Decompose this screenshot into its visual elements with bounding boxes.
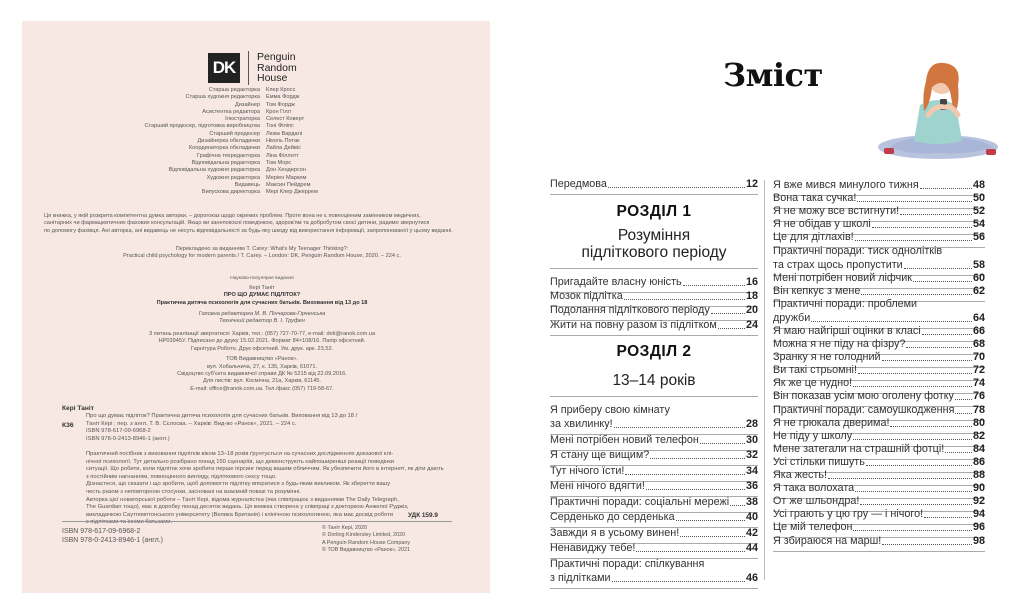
toc-entry[interactable] — [773, 272, 985, 285]
toc-entry-title: Він показав усім мою оголену фотку — [773, 390, 954, 403]
toc-leader — [855, 240, 972, 241]
catalog-line: честь разом з неповторною стосунки, засновані на взаємній повазі та розумінні. — [86, 488, 302, 495]
toc-leader — [636, 551, 745, 552]
toc-entry-title: Я стану ще вищим? — [550, 449, 650, 461]
toc-leader — [882, 360, 972, 361]
credit-name: Том Морс — [266, 159, 292, 166]
isbn-block: ISBN 978-617-09-6968-2 ISBN 978-0-2413-8946-1 (англ.) — [62, 528, 164, 545]
toc-entry-title: Яка жесть! — [773, 469, 827, 481]
toc-entry[interactable] — [550, 276, 758, 289]
toc-page-number: 96 — [972, 521, 985, 534]
toc-leader — [904, 268, 972, 269]
toc-entry-title: Усі грають у цю гру — і нічого! — [773, 508, 924, 521]
catalog-rule — [62, 521, 452, 522]
catalog-line: нічної психології. Тут детально розібрано понад 150 сценаріїв, що демонструють найпоширеніші реакції поведінки — [86, 458, 394, 465]
credit-name: Максин Пейдрем — [266, 181, 311, 188]
toc-leader — [922, 334, 972, 335]
toc-page-number: 82 — [972, 429, 985, 442]
toc-leader — [955, 413, 972, 414]
toc-entry[interactable] — [773, 205, 985, 218]
toc-leader — [853, 386, 972, 387]
toc-leader — [730, 505, 745, 506]
separator — [773, 551, 985, 552]
toc-page-number: 94 — [972, 508, 985, 521]
toc-entry-title: Жити на повну разом із підлітком — [550, 318, 717, 331]
toc-page-number: 92 — [972, 495, 985, 508]
toc-page-number: 16 — [745, 276, 758, 288]
catalog-line: Таніт Кері ; пер. з англ. Т. В. Сєлосва. – Харків: Вид-во «Ранок», 2021. – 224 с. — [86, 420, 297, 427]
toc-entry[interactable] — [550, 319, 758, 332]
toc-entry-title: Це мій телефон — [773, 521, 853, 534]
logo-divider — [248, 51, 249, 85]
toc-leader — [882, 544, 972, 545]
credit-row — [82, 182, 432, 189]
section-2-label: РОЗДІЛ 2 — [616, 343, 692, 360]
credit-row — [82, 87, 432, 94]
book-header: Кері Таніт ПРО ЩО ДУМАЄ ПІДЛІТОК? Практична дитяча психологія для сучасних батьків. Виховання від 13 до 18 — [156, 285, 368, 306]
credit-role: Старший продюсер, підготовка виробництва — [144, 123, 260, 130]
toc-page-number: 70 — [972, 351, 985, 364]
credit-role: Старший продюсер — [209, 130, 260, 137]
credit-row — [82, 153, 432, 160]
toc-entry-line[interactable]: Я приберу свою кімнату — [550, 404, 670, 416]
toc-entry[interactable] — [773, 179, 985, 192]
credit-role: Художня редакторка — [206, 174, 260, 181]
toc-entry[interactable] — [773, 482, 985, 495]
toc-entry-title: Я не можу все встигнути! — [773, 205, 900, 218]
credit-role: Дизайнерка обкладинки — [197, 138, 260, 145]
toc-leader — [955, 399, 972, 400]
credit-row — [82, 123, 432, 130]
toc-leader — [906, 347, 972, 348]
toc-page-number: 58 — [972, 258, 985, 271]
toc-entry[interactable] — [773, 469, 985, 482]
section-1-title: Розуміння підліткового періоду — [581, 227, 727, 261]
toc-page-number: 98 — [972, 534, 985, 547]
toc-entry[interactable] — [773, 535, 985, 548]
catalog-line: Дізнаєтеся, що сказати і що зробити, щоб допомогти підлітку впоратися з будь-яким викликом. Як зберегти вашу — [86, 481, 391, 488]
toc-page-number: 24 — [745, 318, 758, 331]
toc-page-number: 60 — [972, 271, 985, 284]
catalog-line: з постійним нагнанням, повноцінного вигляду, підліткового сексу тощо. — [86, 473, 277, 480]
toc-leader — [650, 458, 745, 459]
toc-page-number: 88 — [972, 469, 985, 481]
credit-role: Видавець — [234, 181, 260, 188]
toc-entry[interactable] — [550, 572, 758, 585]
toc-entry[interactable] — [773, 285, 985, 298]
toc-entry-title: Мені потрібен новий телефон — [550, 433, 699, 446]
toc-page-number: 64 — [972, 311, 985, 324]
toc-page-number: 54 — [972, 218, 985, 231]
toc-entry-title: Подолання підліткового періоду — [550, 304, 710, 317]
credit-row — [82, 175, 432, 182]
toc-entry[interactable] — [550, 418, 758, 431]
credit-name: Тоні Філіпс — [266, 123, 294, 130]
toc-entry[interactable] — [773, 325, 985, 338]
toc-entry-title: Мозок підлітка — [550, 290, 623, 303]
disclaimer: Ця книжка, у якій розкрита компетентна думка авторки, – дорогоказ щодо окремих проблем. Проте вона не є повноцінним замінником медичних, санітарних чи фармацевтичних фахових консультацій. Якщо ви занепокоєні поведінкою, здоров'ям та добробутом своєї дитини, радимо звернутися по допомогу фахівця. Ані авторка, ані видавець не несуть відповідальності за будь-яку шкоду від використання інформації, запропонованої у цьому виданні. — [44, 213, 453, 234]
toc-entry-title: Як же це нудно! — [773, 377, 853, 390]
toc-entry[interactable] — [773, 218, 985, 231]
toc-page-number: 32 — [745, 449, 758, 461]
toc-entry[interactable] — [773, 456, 985, 469]
toc-entry-title: Не піду у школу — [773, 429, 853, 442]
toc-page-number: 20 — [745, 304, 758, 317]
toc-entry-title: Завжди я в усьому винен! — [550, 526, 680, 539]
credit-name: Мері Клер Джеррем — [266, 189, 318, 196]
toc-entry-title: Ви такі стрьомні! — [773, 364, 857, 377]
toc-page-number: 28 — [745, 418, 758, 430]
catalog-line: викладачкою Саутгемптонського університету (Велика Британія) і клінічною психологинею, яка має досвід роботи — [86, 511, 394, 518]
credit-name: Лайла Дейвіс — [266, 145, 301, 152]
toc-page-number: 90 — [972, 482, 985, 495]
toc-entry[interactable] — [773, 390, 985, 403]
toc-entry[interactable] — [550, 434, 758, 447]
toc-entry[interactable] — [550, 290, 758, 303]
toc-entry[interactable] — [773, 351, 985, 364]
credit-name: Дон Хендерсон — [266, 167, 307, 174]
toc-page-number: 86 — [972, 455, 985, 468]
credit-role: Ілюстраторка — [225, 116, 260, 123]
catalog-line: ISBN 978-0-2413-8946-1 (англ.) — [86, 435, 170, 442]
toc-page-number: 68 — [972, 338, 985, 350]
separator — [550, 194, 758, 195]
catalog-line: The Guardian тощо), має в доробку понад десяток видань. Ця книжка створена у співпраці з докторкою Анжелої Руджіз, — [86, 504, 409, 511]
credit-row — [82, 102, 432, 109]
toc-entry-title: Пригадайте власну юність — [550, 276, 682, 288]
toc-leader — [718, 328, 745, 329]
credit-name: Крон Гілл — [266, 108, 291, 115]
toc-entry-title: Можна я не піду на фізру? — [773, 338, 906, 350]
toc-entry-title: Мені потрібен новий ліфчик — [773, 271, 912, 284]
publisher-logo — [208, 51, 297, 85]
toc-entry[interactable] — [550, 527, 758, 540]
toc-entry-title: Практичні поради: самоушкодження — [773, 403, 955, 416]
toc-entry[interactable] — [773, 364, 985, 377]
imprint-page — [22, 21, 490, 593]
credit-role: Випускова директорка — [201, 189, 260, 196]
catalog-line: Про що думає підліток? Практична дитяча психологія для сучасних батьків. Виховання від 13 до 18 / — [86, 413, 358, 419]
toc-entry-title: Тут нічого їсти! — [550, 464, 625, 477]
toc-entry-title: Мене затегали на страшній фотці! — [773, 442, 945, 455]
toc-page-number: 46 — [745, 571, 758, 584]
toc-entry-title: Він кепкує з мене — [773, 284, 861, 297]
original-edition: Перекладено за виданням T. Carey: What's My Teenager Thinking?: Practical child psychology for modern parents / T. Carey. – London: DK, Penguin Random House, 2020. – 224 c. — [123, 246, 401, 260]
credit-name: Ніколь Потак — [266, 138, 300, 145]
toc-entry-title: От же шльондра! — [773, 495, 860, 508]
toc-leader — [612, 581, 745, 582]
toc-leader — [924, 517, 972, 518]
copyright-block: © Таніт Кері, 2020 © Dorling Kindersley Limited, 2020 A Penguin Random House Company © ТОВ Видавництво «Ранок», 2021 — [322, 525, 411, 554]
toc-page-number: 76 — [972, 390, 985, 403]
toc-page-number: 30 — [745, 433, 758, 446]
toc-page-number: 38 — [745, 495, 758, 508]
toc-leader — [700, 443, 745, 444]
toc-page-number: 62 — [972, 284, 985, 297]
toc-page-number: 74 — [972, 377, 985, 390]
toc-page-number: 72 — [972, 364, 985, 377]
toc-entry[interactable] — [773, 404, 985, 417]
toc-entry-title: Я така волохата — [773, 482, 855, 495]
toc-entry-preface[interactable]: Передмова 12 — [550, 178, 758, 190]
credit-role: Координаторка обкладинки — [188, 145, 260, 152]
credit-row — [82, 94, 432, 101]
toc-entry[interactable] — [550, 480, 758, 493]
toc-entry-title: Вона така сучка! — [773, 192, 857, 205]
toc-leader — [861, 294, 972, 295]
toc-page-number: 50 — [972, 192, 985, 205]
toc-leader — [853, 439, 972, 440]
toc-entry-line[interactable]: Практичні поради: проблеми — [773, 297, 918, 310]
toc-leader — [711, 313, 745, 314]
column-divider — [764, 180, 765, 580]
credit-name: Том Фордж — [266, 101, 295, 108]
toc-page-number: 52 — [972, 205, 985, 218]
separator — [550, 268, 758, 269]
toc-entry-title: Ненавиджу тебе! — [550, 542, 636, 554]
credit-role: Відповідальна редакторка — [191, 159, 260, 166]
toc-page-number: 78 — [972, 403, 985, 416]
separator — [550, 335, 758, 336]
toc-page-number: 56 — [972, 231, 985, 244]
catalog-line: ISBN 978-617-09-6968-2 — [86, 428, 151, 435]
credit-role: Асистентка редактора — [202, 108, 260, 115]
toc-page-number: 84 — [972, 442, 985, 455]
toc-entry[interactable] — [773, 231, 985, 244]
credit-row — [82, 160, 432, 167]
toc-leader — [913, 281, 972, 282]
toc-page-number: 48 — [972, 179, 985, 191]
catalog-line: ситуації. Що робити, коли підліток хоче зробити перше пірсинг перед вашим обличчям. Як убезпечити його в інтернеті, як діти дають — [86, 466, 444, 473]
toc-entry[interactable] — [550, 542, 758, 555]
section-2-title: 13–14 років — [612, 372, 696, 389]
toc-entry[interactable] — [550, 465, 758, 478]
toc-leader — [614, 427, 745, 428]
credit-role: Старша художня редакторка — [185, 94, 260, 101]
toc-leader — [811, 321, 972, 322]
publisher-name: Penguin Random House — [257, 51, 297, 85]
toc-entry-title: Я маю найгірші оцінки в класі — [773, 324, 921, 337]
credit-row — [82, 167, 432, 174]
toc-leader — [858, 373, 972, 374]
toc-entry[interactable] — [550, 304, 758, 317]
toc-entry-title: за хвилинку! — [550, 418, 613, 430]
toc-entry-title: з підлітками — [550, 571, 611, 584]
genre: Науково-популярне видання — [230, 276, 294, 281]
toc-entry[interactable] — [773, 508, 985, 521]
credit-name: Клер Кросс — [266, 87, 296, 93]
toc-entry[interactable] — [773, 338, 985, 351]
toc-entry-title: дружби — [773, 311, 811, 324]
catalog-line: Авторка цієї новаторської роботи – Таніт Кері, відома журналістка (яка співпрацює з виданнями The Daily Telegraph, — [86, 496, 399, 503]
toc-leader — [828, 478, 972, 479]
toc-page-number: 40 — [745, 511, 758, 523]
dk-logo-mark: DK — [208, 53, 240, 83]
toc-entry-title: Я збираюся на марш! — [773, 534, 882, 547]
contents-page — [530, 0, 1024, 612]
toc-entry[interactable] — [773, 417, 985, 430]
toc-leader — [683, 285, 745, 286]
toc-leader — [920, 188, 972, 189]
credit-role: Графічна техредакторка — [196, 152, 260, 159]
credit-name: Меріен Маркем — [266, 174, 307, 181]
toc-entry[interactable] — [773, 443, 985, 456]
credit-name: Люва Вардалі — [266, 130, 303, 137]
catalog-card — [86, 413, 466, 527]
credit-role: Відповідальна художня редакторка — [168, 167, 260, 174]
toc-entry[interactable] — [773, 377, 985, 390]
toc-entry[interactable] — [550, 449, 758, 462]
toc-leader — [625, 474, 745, 475]
separator — [550, 588, 758, 589]
toc-entry-title: Я не обідав у школі — [773, 218, 871, 231]
toc-leader — [853, 530, 972, 531]
toc-entry-title: та страх щось пропустити — [773, 258, 903, 271]
catalog-line: Практичний посібник з виховання підлітків віком 13–18 років ґрунтується на сучасних дослідженнях доказової клі- — [86, 450, 394, 457]
toc-entry-title: Зранку я не голодний — [773, 351, 881, 364]
toc-entry-title: Мені нічого вдягти! — [550, 480, 645, 492]
toc-leader — [945, 452, 972, 453]
toc-leader — [855, 491, 972, 492]
toc-leader — [872, 227, 972, 228]
toc-entry[interactable] — [773, 430, 985, 443]
catalog-line: з підлітками та їхніми батьками. — [86, 519, 173, 526]
credit-row — [82, 131, 432, 138]
toc-page-number: 34 — [745, 464, 758, 477]
credit-row — [82, 145, 432, 152]
credit-name: Селест Коверт — [266, 116, 305, 123]
toc-page-number: 66 — [972, 324, 985, 337]
toc-leader — [646, 489, 745, 490]
catalog-author: Кері Таніт — [62, 405, 94, 412]
toc-page-number: 80 — [972, 416, 985, 429]
udk: УДК 159.9 — [408, 512, 438, 519]
toc-entry[interactable] — [773, 192, 985, 205]
toc-entry[interactable] — [773, 312, 985, 325]
toc-page-number: 44 — [745, 542, 758, 554]
credit-name: Ліна Філлотт — [266, 152, 299, 159]
girl-with-phone-illustration — [870, 55, 1010, 167]
toc-entry-title: Усі стільки пишуть — [773, 455, 865, 468]
credit-role: Старша редакторка — [208, 87, 260, 93]
toc-leader — [624, 299, 745, 300]
toc-entry-title: Серденько до серденька — [550, 511, 675, 523]
toc-entry[interactable] — [550, 511, 758, 524]
toc-entry-title: Я вже мився минулого тижня — [773, 179, 919, 191]
toc-page-number: 18 — [745, 290, 758, 303]
toc-leader — [900, 214, 972, 215]
toc-entry-title: Це для дітлахів! — [773, 231, 854, 244]
toc-page-number: 42 — [745, 526, 758, 539]
toc-leader — [866, 465, 972, 466]
catalog-code: К36 — [62, 422, 74, 429]
credit-name: Емма Фордж — [266, 94, 300, 101]
imprint-details: З питань реалізації звертатися: Харків, тел.: (057) 727-70-77, e-mail: deti@ranok.com.ua НР03945У. Підписано до друку 15.02.2021. Формат 84×108/16. Папір офсетний. Гарнітура Робото. Друк офсетний. Ум. друк. арк. 23,52. ТОВ Видавництво «Ранок». вул. Хобальчича, 27, к. 135, Харків, 61071. Свідоцтво суб'єкта видавничої справи ДК № 5215 від 22.09.2016. Для листів: вул. Космічна, 21а, Харків, 61145. E-mail: office@ranok.com.ua. Тел./факс (057) 719-58-67. — [148, 331, 376, 392]
separator — [550, 396, 758, 397]
contents-title: Зміст — [723, 56, 823, 94]
toc-leader — [857, 201, 972, 202]
toc-entry-title: Практичні поради: соціальні мережі — [550, 495, 730, 508]
toc-entry[interactable] — [773, 521, 985, 534]
toc-entry[interactable] — [773, 495, 985, 508]
credit-row — [82, 138, 432, 145]
toc-leader — [890, 426, 972, 427]
toc-entry-line[interactable]: Практичні поради: тиск однолітків — [773, 244, 943, 257]
credit-role: Дизайнер — [234, 101, 260, 108]
toc-page-number: 36 — [745, 480, 758, 492]
catalog-line — [86, 443, 466, 451]
toc-entry[interactable] — [773, 259, 985, 272]
editors: Головна редакторка М. В. Пінчарова-Гірченська Технічний редактор В. І. Труфен — [198, 311, 326, 325]
credit-row — [82, 189, 432, 196]
toc-leader — [860, 504, 972, 505]
credits-list — [82, 87, 432, 196]
credit-row — [82, 109, 432, 116]
section-1-label: РОЗДІЛ 1 — [616, 203, 692, 220]
toc-entry[interactable] — [550, 496, 758, 509]
toc-entry-title: Я не грюкала дверима! — [773, 416, 890, 429]
toc-leader — [680, 536, 745, 537]
toc-leader — [676, 520, 745, 521]
toc-entry-line[interactable]: Практичні поради: спілкування — [550, 557, 705, 570]
